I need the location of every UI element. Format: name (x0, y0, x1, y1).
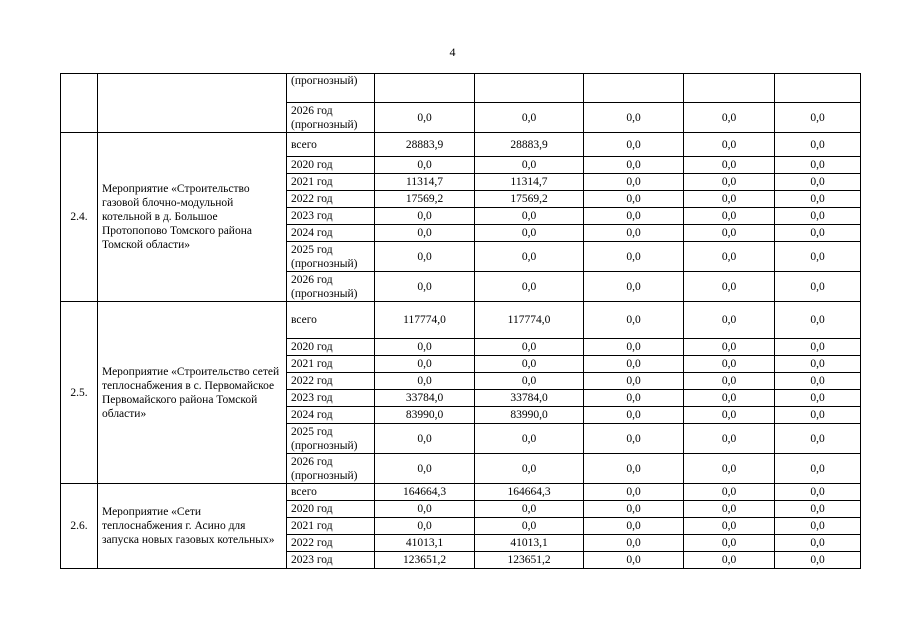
value-cell: 0,0 (375, 356, 475, 373)
value-cell: 0,0 (684, 424, 775, 454)
value-cell: 0,0 (684, 242, 775, 272)
value-cell: 0,0 (375, 373, 475, 390)
year-cell: 2025 год (прогнозный) (287, 424, 375, 454)
value-cell: 0,0 (775, 174, 861, 191)
value-cell: 0,0 (684, 174, 775, 191)
measure-number: 2.4. (61, 133, 98, 302)
year-cell: 2020 год (287, 501, 375, 518)
value-cell: 0,0 (684, 454, 775, 484)
value-cell: 0,0 (475, 272, 584, 302)
value-cell: 0,0 (684, 484, 775, 501)
value-cell: 164664,3 (475, 484, 584, 501)
value-cell: 0,0 (775, 302, 861, 339)
value-cell: 0,0 (475, 518, 584, 535)
year-cell: 2022 год (287, 535, 375, 552)
value-cell: 33784,0 (475, 390, 584, 407)
value-cell: 0,0 (375, 272, 475, 302)
year-cell: 2024 год (287, 225, 375, 242)
value-cell: 0,0 (584, 373, 684, 390)
value-cell: 28883,9 (475, 133, 584, 157)
value-cell: 17569,2 (475, 191, 584, 208)
year-cell: 2025 год (прогнозный) (287, 242, 375, 272)
value-cell: 0,0 (375, 225, 475, 242)
value-cell: 11314,7 (375, 174, 475, 191)
value-cell: 0,0 (375, 454, 475, 484)
value-cell (375, 74, 475, 103)
value-cell: 0,0 (775, 133, 861, 157)
value-cell: 0,0 (475, 208, 584, 225)
value-cell: 0,0 (684, 208, 775, 225)
value-cell: 117774,0 (375, 302, 475, 339)
value-cell: 0,0 (375, 339, 475, 356)
value-cell: 0,0 (584, 242, 684, 272)
measure-number: 2.6. (61, 484, 98, 569)
value-cell: 28883,9 (375, 133, 475, 157)
value-cell: 0,0 (684, 356, 775, 373)
table-row (61, 484, 861, 501)
table-row (61, 74, 861, 103)
value-cell: 0,0 (584, 501, 684, 518)
value-cell: 0,0 (584, 103, 684, 133)
value-cell: 0,0 (775, 242, 861, 272)
value-cell: 0,0 (775, 157, 861, 174)
year-cell: 2021 год (287, 518, 375, 535)
value-cell: 0,0 (375, 424, 475, 454)
value-cell (475, 74, 584, 103)
value-cell: 0,0 (475, 454, 584, 484)
value-cell: 0,0 (684, 302, 775, 339)
value-cell: 0,0 (375, 157, 475, 174)
value-cell: 0,0 (475, 424, 584, 454)
measure-number-cell (61, 74, 98, 133)
value-cell: 0,0 (584, 356, 684, 373)
value-cell: 0,0 (584, 208, 684, 225)
table-row (61, 302, 861, 339)
year-cell: 2026 год (прогнозный) (287, 103, 375, 133)
value-cell: 0,0 (775, 518, 861, 535)
value-cell: 0,0 (775, 424, 861, 454)
value-cell: 0,0 (584, 407, 684, 424)
year-cell: 2023 год (287, 390, 375, 407)
value-cell: 0,0 (775, 373, 861, 390)
value-cell: 0,0 (684, 518, 775, 535)
measure-name: Мероприятие «Сети теплоснабжения г. Асино для запуска новых газовых котельных» (98, 484, 287, 569)
value-cell: 0,0 (475, 501, 584, 518)
value-cell: 0,0 (684, 552, 775, 569)
year-cell: 2023 год (287, 208, 375, 225)
value-cell: 0,0 (775, 552, 861, 569)
value-cell: 0,0 (684, 225, 775, 242)
value-cell: 0,0 (375, 501, 475, 518)
value-cell: 41013,1 (375, 535, 475, 552)
value-cell: 117774,0 (475, 302, 584, 339)
value-cell: 83990,0 (375, 407, 475, 424)
value-cell: 0,0 (584, 302, 684, 339)
year-cell: 2023 год (287, 552, 375, 569)
budget-table (60, 73, 861, 569)
value-cell: 0,0 (584, 174, 684, 191)
value-cell: 0,0 (584, 339, 684, 356)
value-cell: 0,0 (475, 242, 584, 272)
measure-name-cell (98, 74, 287, 133)
value-cell (775, 74, 861, 103)
year-cell: всего (287, 484, 375, 501)
value-cell: 0,0 (684, 339, 775, 356)
year-cell: 2021 год (287, 174, 375, 191)
value-cell: 0,0 (584, 424, 684, 454)
value-cell: 0,0 (584, 191, 684, 208)
value-cell: 0,0 (584, 225, 684, 242)
value-cell: 123651,2 (375, 552, 475, 569)
value-cell: 0,0 (684, 103, 775, 133)
measure-name: Мероприятие «Строительство газовой блочно-модульной котельной в д. Большое Протопопово Томского района Томской области» (98, 133, 287, 302)
year-cell: 2026 год (прогнозный) (287, 272, 375, 302)
value-cell: 0,0 (775, 339, 861, 356)
value-cell: 0,0 (775, 272, 861, 302)
value-cell: 0,0 (775, 390, 861, 407)
value-cell: 0,0 (584, 390, 684, 407)
value-cell: 0,0 (584, 272, 684, 302)
value-cell: 17569,2 (375, 191, 475, 208)
value-cell: 0,0 (475, 356, 584, 373)
value-cell: 0,0 (375, 103, 475, 133)
value-cell: 0,0 (475, 103, 584, 133)
value-cell: 41013,1 (475, 535, 584, 552)
value-cell: 0,0 (775, 535, 861, 552)
year-cell: 2022 год (287, 373, 375, 390)
year-cell: 2026 год (прогнозный) (287, 454, 375, 484)
value-cell: 0,0 (684, 272, 775, 302)
value-cell: 0,0 (475, 339, 584, 356)
value-cell: 0,0 (584, 454, 684, 484)
value-cell: 0,0 (775, 103, 861, 133)
value-cell: 0,0 (584, 157, 684, 174)
value-cell: 164664,3 (375, 484, 475, 501)
value-cell: 0,0 (584, 518, 684, 535)
value-cell (584, 74, 684, 103)
value-cell: 0,0 (775, 225, 861, 242)
year-cell: 2021 год (287, 356, 375, 373)
value-cell: 0,0 (684, 191, 775, 208)
value-cell: 0,0 (775, 501, 861, 518)
page-number: 4 (449, 45, 456, 59)
year-cell: 2024 год (287, 407, 375, 424)
value-cell: 0,0 (684, 390, 775, 407)
year-cell: всего (287, 133, 375, 157)
value-cell: 0,0 (684, 373, 775, 390)
value-cell: 0,0 (375, 518, 475, 535)
value-cell: 0,0 (475, 157, 584, 174)
value-cell: 0,0 (475, 225, 584, 242)
year-cell: всего (287, 302, 375, 339)
value-cell: 0,0 (375, 208, 475, 225)
year-cell: (прогнозный) (287, 74, 375, 103)
year-cell: 2022 год (287, 191, 375, 208)
value-cell: 11314,7 (475, 174, 584, 191)
value-cell: 33784,0 (375, 390, 475, 407)
value-cell: 0,0 (584, 484, 684, 501)
value-cell: 0,0 (684, 407, 775, 424)
value-cell: 0,0 (684, 535, 775, 552)
value-cell: 0,0 (775, 407, 861, 424)
value-cell: 0,0 (684, 501, 775, 518)
value-cell: 123651,2 (475, 552, 584, 569)
value-cell: 0,0 (684, 157, 775, 174)
table-row (61, 133, 861, 157)
value-cell: 0,0 (775, 208, 861, 225)
value-cell: 0,0 (684, 133, 775, 157)
year-cell: 2020 год (287, 157, 375, 174)
measure-number: 2.5. (61, 302, 98, 484)
value-cell: 0,0 (775, 356, 861, 373)
value-cell: 83990,0 (475, 407, 584, 424)
value-cell: 0,0 (775, 454, 861, 484)
value-cell (684, 74, 775, 103)
value-cell: 0,0 (584, 535, 684, 552)
value-cell: 0,0 (584, 552, 684, 569)
year-cell: 2020 год (287, 339, 375, 356)
value-cell: 0,0 (475, 373, 584, 390)
value-cell: 0,0 (375, 242, 475, 272)
value-cell: 0,0 (584, 133, 684, 157)
value-cell: 0,0 (775, 484, 861, 501)
value-cell: 0,0 (775, 191, 861, 208)
measure-name: Мероприятие «Строительство сетей теплоснабжения в с. Первомайское Первомайского района Томской области» (98, 302, 287, 484)
